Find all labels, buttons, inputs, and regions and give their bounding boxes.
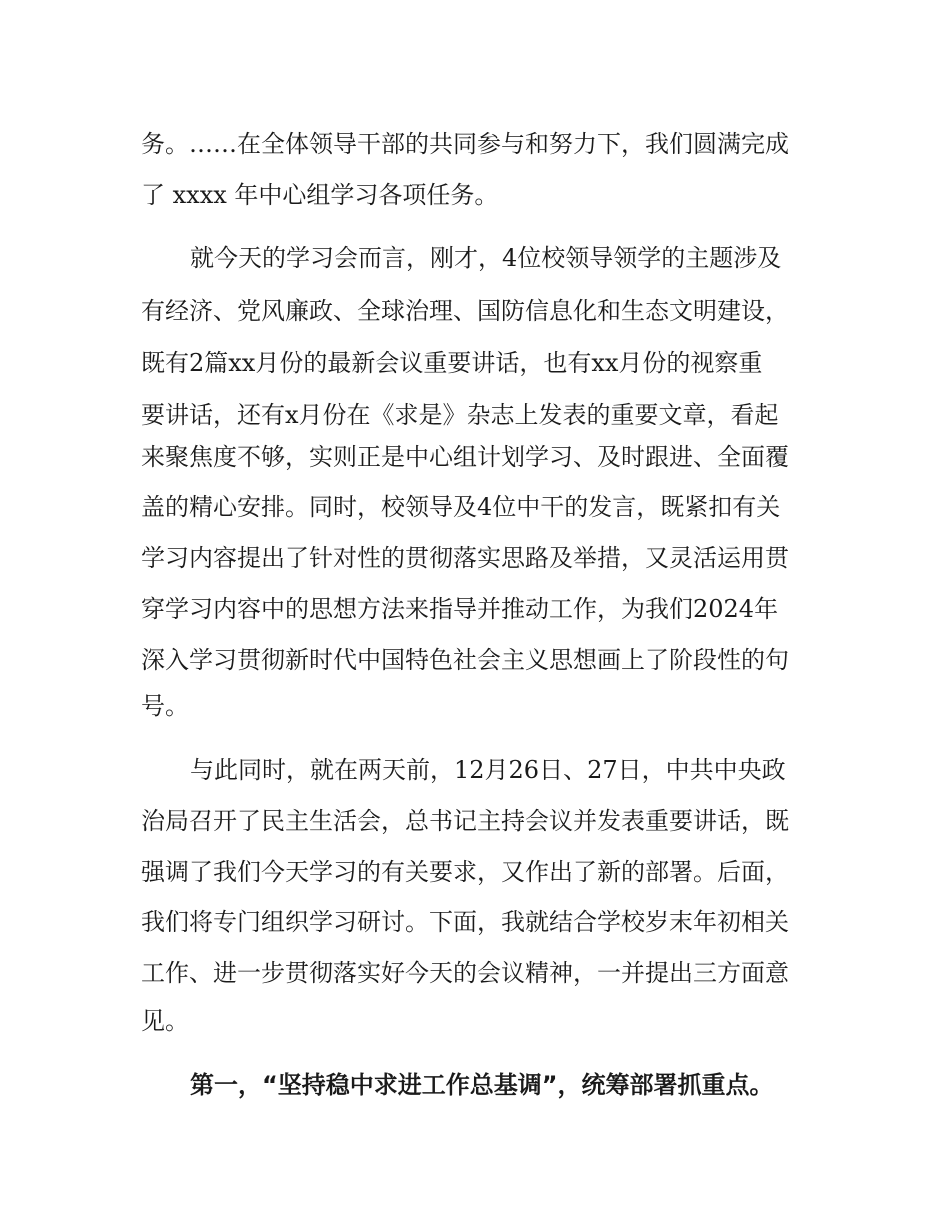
paragraph-3 bbox=[0, 801, 950, 841]
paragraph-1-end bbox=[0, 175, 950, 215]
text-line: 我们将专门组织学习研讨。下面，我就结合学校岁末年初相关 bbox=[141, 908, 789, 936]
paragraph-2 bbox=[0, 437, 950, 477]
text-line: 有经济、党风廉政、全球治理、国防信息化和生态文明建设， bbox=[141, 297, 789, 325]
paragraph-2 bbox=[0, 395, 950, 435]
text-line: 就今天的学习会而言，刚才，4位校领导领学的主题涉及 bbox=[190, 244, 782, 272]
paragraph-2 bbox=[0, 487, 950, 527]
text-line: 要讲话，还有x月份在《求是》杂志上发表的重要文章，看起 bbox=[141, 401, 779, 429]
paragraph-2-end bbox=[0, 686, 950, 726]
paragraph-2 bbox=[0, 291, 950, 331]
text-line: 工作、进一步贯彻落实好今天的会议精神，一并提出三方面意 bbox=[141, 959, 789, 987]
text-line: 既有2篇xx月份的最新会议重要讲话，也有xx月份的视察重 bbox=[141, 349, 763, 377]
text-line: 号。 bbox=[141, 692, 189, 720]
paragraph-2 bbox=[0, 343, 950, 383]
paragraph-3-end bbox=[0, 1001, 950, 1041]
paragraph-2 bbox=[0, 238, 950, 278]
text-line: 务。……在全体领导干部的共同参与和努力下，我们圆满完成 bbox=[141, 130, 789, 158]
section-heading bbox=[0, 1065, 950, 1105]
text-line: 与此同时，就在两天前，12月26日、27日，中共中央政 bbox=[190, 756, 786, 784]
text-line: 治局召开了民主生活会，总书记主持会议并发表重要讲话，既 bbox=[141, 807, 789, 835]
text-line: 见。 bbox=[141, 1007, 189, 1035]
text-line: 强调了我们今天学习的有关要求，又作出了新的部署。后面， bbox=[141, 858, 789, 886]
paragraph-3 bbox=[0, 852, 950, 892]
text-line: 了 xxxx 年中心组学习各项任务。 bbox=[141, 181, 499, 209]
paragraph-1 bbox=[0, 124, 950, 164]
text-line: 深入学习贯彻新时代中国特色社会主义思想画上了阶段性的句 bbox=[141, 646, 789, 674]
text-line: 盖的精心安排。同时，校领导及4位中干的发言，既紧扣有关 bbox=[141, 493, 781, 521]
text-line: 穿学习内容中的思想方法来指导并推动工作，为我们2024年 bbox=[141, 595, 779, 623]
paragraph-3 bbox=[0, 750, 950, 790]
section-heading-text: 第一，“坚持稳中求进工作总基调”，统筹部署抓重点。 bbox=[190, 1071, 774, 1099]
text-line: 学习内容提出了针对性的贯彻落实思路及举措，又灵活运用贯 bbox=[141, 544, 789, 572]
paragraph-2 bbox=[0, 640, 950, 680]
text-line: 来聚焦度不够，实则正是中心组计划学习、及时跟进、全面覆 bbox=[141, 443, 789, 471]
paragraph-2 bbox=[0, 538, 950, 578]
paragraph-2 bbox=[0, 589, 950, 629]
paragraph-3 bbox=[0, 953, 950, 993]
paragraph-3 bbox=[0, 902, 950, 942]
